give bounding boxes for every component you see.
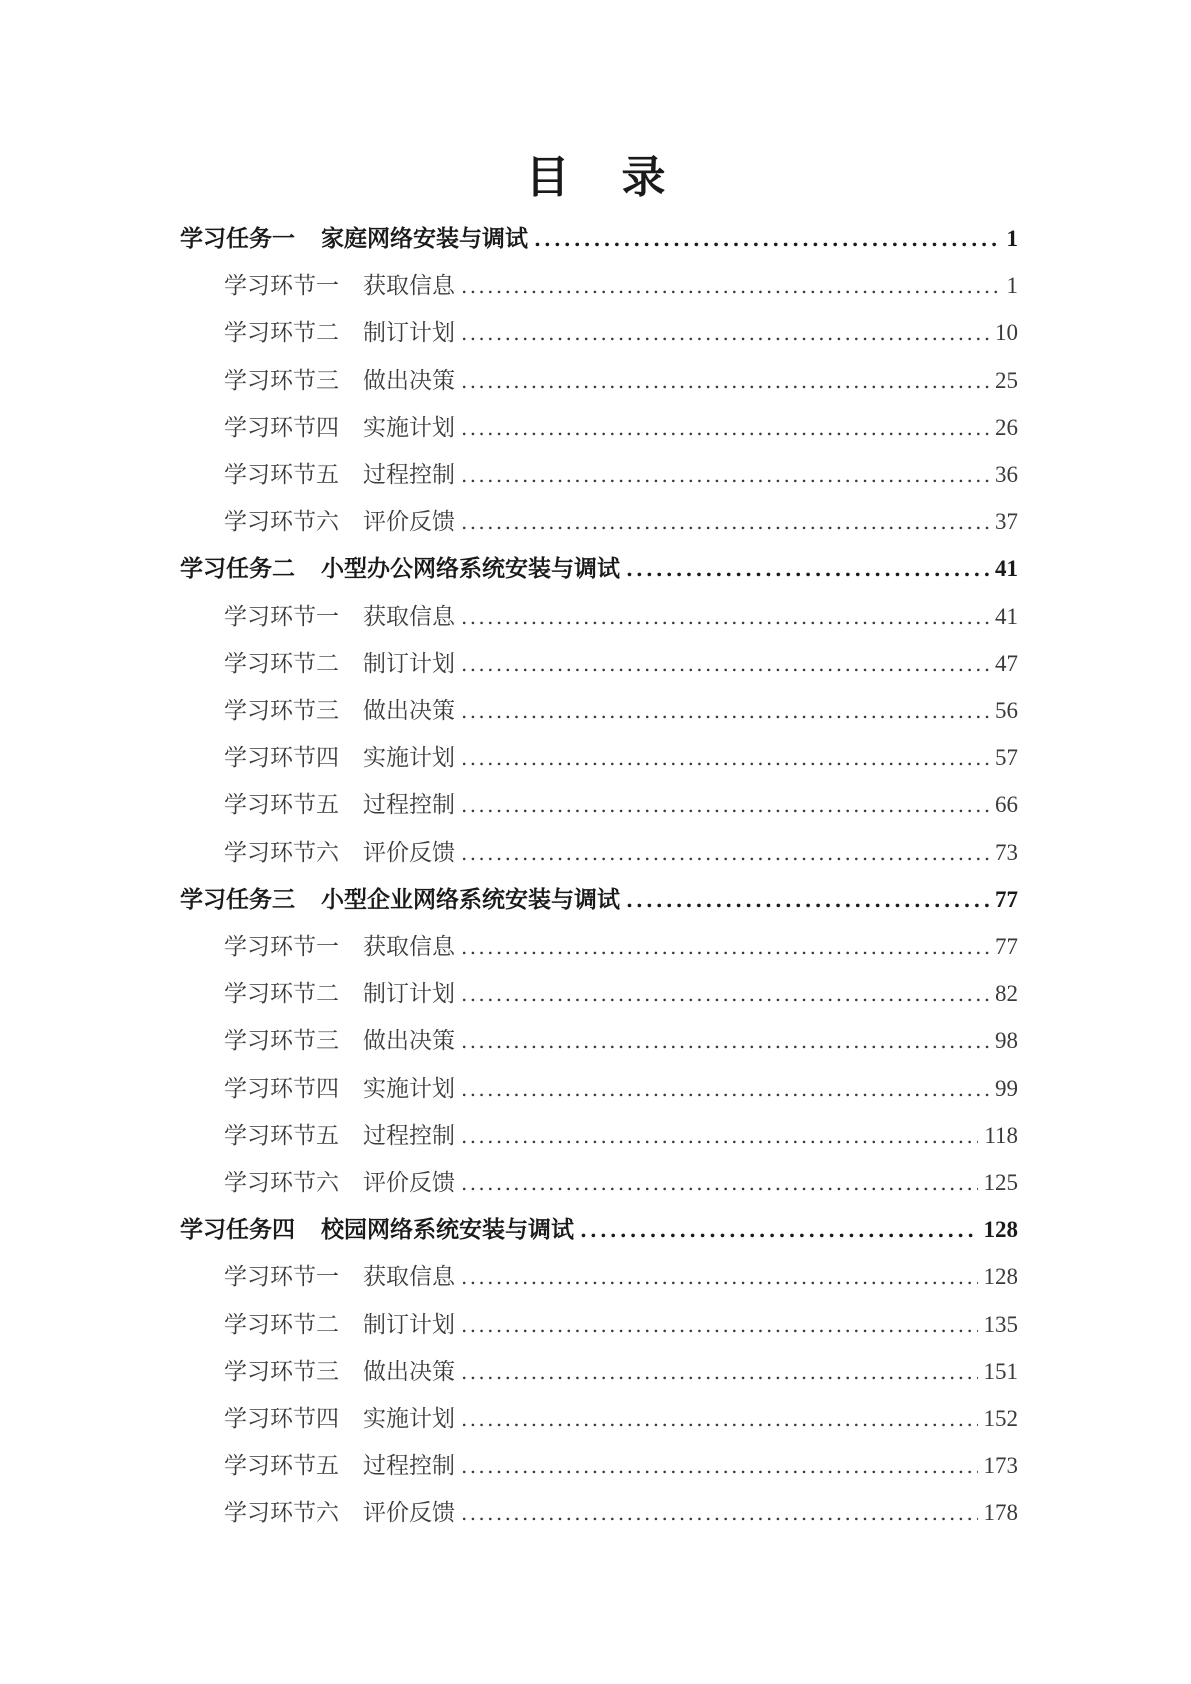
dot-leader (461, 977, 989, 1011)
toc-section-entry[interactable] (224, 1024, 1018, 1058)
section-number: 学习环节五 (224, 1453, 339, 1480)
page-number: 1 (1006, 273, 1018, 299)
dot-leader (461, 1496, 978, 1530)
task-number: 学习任务三 (180, 885, 295, 913)
toc-section-entry[interactable] (224, 364, 1018, 398)
section-title: 评价反馈 (363, 839, 455, 866)
toc-section-entry[interactable] (224, 1119, 1018, 1153)
page-number: 66 (995, 792, 1018, 818)
toc-section-entry[interactable] (224, 647, 1018, 681)
section-title: 获取信息 (363, 1264, 455, 1291)
section-number: 学习环节四 (224, 414, 339, 441)
page-number: 1 (1006, 226, 1018, 251)
toc-section-entry[interactable] (224, 1496, 1018, 1530)
page-number: 128 (983, 1217, 1018, 1243)
section-title: 实施计划 (363, 1406, 455, 1432)
section-number: 学习环节四 (224, 1406, 339, 1432)
toc-task-entry[interactable] (180, 552, 1018, 586)
section-number: 学习环节四 (224, 745, 339, 772)
task-title: 校园网络系统安装与调试 (321, 1216, 574, 1244)
section-number: 学习环节三 (224, 1358, 339, 1385)
section-title: 做出决策 (363, 367, 455, 394)
section-number: 学习环节一 (224, 934, 339, 960)
page-number: 41 (995, 603, 1018, 629)
page-number: 125 (983, 1170, 1018, 1195)
toc-section-entry[interactable] (224, 1355, 1018, 1389)
toc-section-entry[interactable] (224, 1260, 1018, 1294)
section-title: 实施计划 (363, 745, 455, 772)
toc-section-entry[interactable] (224, 788, 1018, 822)
dot-leader (461, 1260, 978, 1294)
task-title: 家庭网络安装与调试 (321, 225, 528, 252)
dot-leader (626, 883, 989, 917)
toc-section-entry[interactable] (224, 411, 1018, 445)
section-title: 获取信息 (363, 934, 455, 960)
section-number: 学习环节二 (224, 320, 339, 347)
page-number: 57 (995, 745, 1018, 771)
section-title: 做出决策 (363, 1358, 455, 1385)
section-title: 过程控制 (363, 1453, 455, 1480)
section-title: 制订计划 (363, 981, 455, 1008)
page-number: 26 (995, 414, 1018, 440)
page-number: 82 (995, 981, 1018, 1007)
section-title: 制订计划 (363, 320, 455, 347)
toc-section-entry[interactable] (224, 930, 1018, 964)
section-number: 学习环节一 (224, 1264, 339, 1291)
section-title: 做出决策 (363, 698, 455, 724)
section-number: 学习环节六 (224, 1500, 339, 1527)
dot-leader (461, 1402, 978, 1436)
page-number: 77 (995, 886, 1018, 912)
dot-leader (461, 647, 989, 681)
page-number: 10 (995, 320, 1018, 346)
page-number: 36 (995, 462, 1018, 487)
dot-leader (461, 1308, 978, 1342)
toc-task-entry[interactable] (180, 883, 1018, 917)
toc-section-entry[interactable] (224, 977, 1018, 1011)
dot-leader (461, 930, 989, 964)
toc-section-entry[interactable] (224, 600, 1018, 634)
dot-leader (461, 269, 1001, 303)
page-number: 135 (983, 1311, 1018, 1337)
task-number: 学习任务二 (180, 555, 295, 583)
section-number: 学习环节六 (224, 509, 339, 536)
dot-leader (461, 741, 989, 775)
page-number: 128 (983, 1264, 1018, 1290)
section-title: 过程控制 (363, 792, 455, 819)
page-number: 118 (984, 1122, 1018, 1148)
page-number: 25 (995, 367, 1018, 393)
page-number: 99 (995, 1075, 1018, 1101)
section-title: 获取信息 (363, 273, 455, 300)
dot-leader (461, 694, 989, 728)
page-number: 151 (983, 1358, 1018, 1384)
section-number: 学习环节三 (224, 1028, 339, 1055)
toc-section-entry[interactable] (224, 1402, 1018, 1436)
dot-leader (461, 1449, 978, 1483)
page-number: 173 (983, 1453, 1018, 1479)
section-title: 制订计划 (363, 1311, 455, 1338)
section-title: 过程控制 (363, 462, 455, 488)
dot-leader (461, 1166, 978, 1200)
dot-leader (461, 1355, 978, 1389)
toc-section-entry[interactable] (224, 1166, 1018, 1200)
section-number: 学习环节三 (224, 698, 339, 724)
section-number: 学习环节五 (224, 1122, 339, 1149)
section-title: 做出决策 (363, 1028, 455, 1055)
page-number: 56 (995, 698, 1018, 723)
dot-leader (461, 364, 989, 398)
page-number: 152 (983, 1406, 1018, 1431)
task-number: 学习任务一 (180, 225, 295, 252)
toc-section-entry[interactable] (224, 458, 1018, 492)
task-number: 学习任务四 (180, 1216, 295, 1244)
section-number: 学习环节一 (224, 273, 339, 300)
section-number: 学习环节五 (224, 792, 339, 819)
dot-leader (461, 836, 989, 870)
section-number: 学习环节六 (224, 839, 339, 866)
section-number: 学习环节一 (224, 603, 339, 630)
toc-section-entry[interactable] (224, 505, 1018, 539)
section-number: 学习环节三 (224, 367, 339, 394)
toc-section-entry[interactable] (224, 836, 1018, 870)
section-number: 学习环节二 (224, 1311, 339, 1338)
dot-leader (461, 788, 989, 822)
toc-section-entry[interactable] (224, 1072, 1018, 1106)
page-number: 73 (995, 839, 1018, 865)
dot-leader (626, 552, 989, 586)
section-title: 评价反馈 (363, 1170, 455, 1196)
page-number: 98 (995, 1028, 1018, 1054)
page-number: 47 (995, 650, 1018, 676)
page-number: 77 (995, 934, 1018, 959)
section-title: 获取信息 (363, 603, 455, 630)
page-number: 37 (995, 509, 1018, 535)
dot-leader (461, 316, 989, 350)
section-title: 过程控制 (363, 1122, 455, 1149)
toc-section-entry[interactable] (224, 269, 1018, 303)
section-title: 制订计划 (363, 650, 455, 677)
toc-task-entry[interactable] (180, 1213, 1018, 1247)
section-title: 实施计划 (363, 414, 455, 441)
section-number: 学习环节二 (224, 981, 339, 1008)
toc-section-entry[interactable] (224, 1308, 1018, 1342)
section-number: 学习环节六 (224, 1170, 339, 1196)
section-title: 实施计划 (363, 1075, 455, 1102)
toc-task-entry[interactable] (180, 222, 1018, 256)
section-title: 评价反馈 (363, 509, 455, 536)
page-title (0, 148, 1191, 208)
task-title: 小型企业网络系统安装与调试 (321, 885, 620, 913)
dot-leader (580, 1213, 978, 1247)
dot-leader (534, 222, 1001, 256)
toc-section-entry[interactable] (224, 694, 1018, 728)
section-number: 学习环节五 (224, 462, 339, 488)
dot-leader (461, 600, 989, 634)
page-title-char-2: 录 (621, 152, 666, 203)
section-number: 学习环节四 (224, 1075, 339, 1102)
page-number: 41 (995, 556, 1018, 582)
dot-leader (461, 411, 989, 445)
dot-leader (461, 458, 989, 492)
toc-section-entry[interactable] (224, 741, 1018, 775)
dot-leader (461, 1024, 989, 1058)
dot-leader (461, 1072, 989, 1106)
section-title: 评价反馈 (363, 1500, 455, 1527)
page-title-char-1: 目 (525, 152, 570, 203)
page-number: 178 (983, 1500, 1018, 1526)
dot-leader (461, 505, 989, 539)
dot-leader (461, 1119, 978, 1153)
section-number: 学习环节二 (224, 650, 339, 677)
toc-section-entry[interactable] (224, 316, 1018, 350)
task-title: 小型办公网络系统安装与调试 (321, 555, 620, 583)
toc-section-entry[interactable] (224, 1449, 1018, 1483)
